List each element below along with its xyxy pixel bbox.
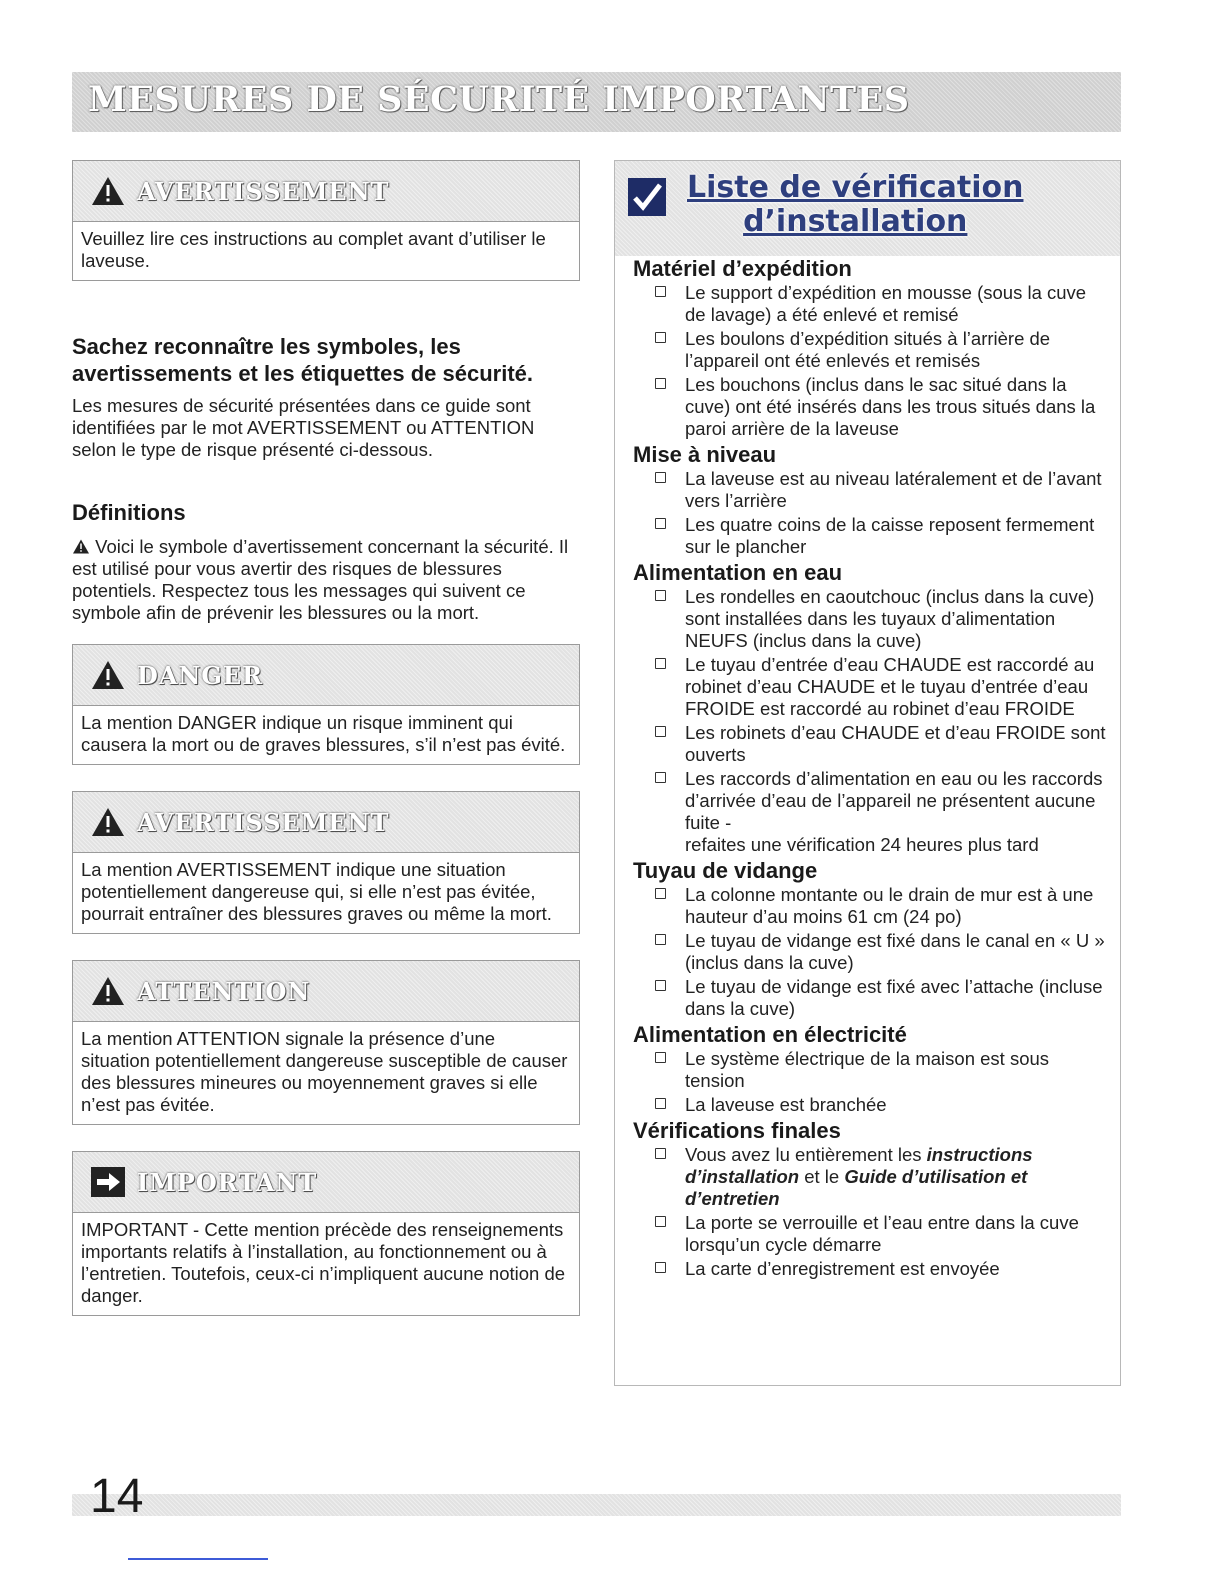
- item-text: Les raccords d’alimentation en eau ou les raccords d’arrivée d’eau de l’appareil ne présentent aucune fuite -: [685, 768, 1103, 833]
- page-number: 14: [90, 1470, 144, 1523]
- item-text: La porte se verrouille et l’eau entre dans la cuve lorsqu’un cycle démarre: [685, 1212, 1079, 1255]
- item-text: Les boulons d’expédition situés à l’arrière de l’appareil ont été enlevés et remisés: [685, 328, 1051, 371]
- danger-box: [72, 644, 580, 765]
- item-text: Les robinets d’eau CHAUDE et d’eau FROIDE sont ouverts: [685, 722, 1106, 765]
- danger-title: DANGER: [137, 660, 264, 690]
- item-text: et le: [799, 1166, 845, 1187]
- section-list-materiel: [633, 282, 1110, 440]
- checklist-item: [633, 976, 1110, 1020]
- section-list-alimentation-eau: [633, 586, 1110, 856]
- checkbox-icon: [655, 934, 666, 945]
- item-text: La colonne montante ou le drain de mur est à une hauteur d’au moins 61 cm (24 po): [685, 884, 1094, 927]
- checkbox-icon: [655, 772, 666, 783]
- avertissement-header: [73, 792, 579, 853]
- page-title-bar: [72, 72, 1121, 132]
- checklist-item: [633, 468, 1110, 512]
- checkbox-icon: [655, 1216, 666, 1227]
- item-text: La laveuse est branchée: [685, 1094, 887, 1115]
- item-text-bold: Guide d’utilisation et d’entretien: [685, 1166, 1028, 1209]
- definitions-heading: Définitions: [72, 500, 186, 525]
- symbols-text: Les mesures de sécurité présentées dans ce guide sont identifiées par le mot AVERTISSEMENT ou ATTENTION selon le type de risque présenté ci-dessous.: [72, 395, 535, 460]
- definitions-text: Voici le symbole d’avertissement concernant la sécurité. Il est utilisé pour vous avertir des risques de blessures potentiels. Respectez tous les messages qui suivent ce symbole afin de prévenir les blessures ou la mort.: [72, 536, 569, 623]
- checklist-item: [633, 930, 1110, 974]
- page-title: MESURES DE SÉCURITÉ IMPORTANTES: [88, 79, 910, 120]
- section-list-tuyau-vidange: [633, 884, 1110, 1020]
- attention-title: ATTENTION: [137, 976, 311, 1006]
- checkbox-icon: [655, 378, 666, 389]
- checklist-item: [633, 374, 1110, 440]
- item-text: Les quatre coins de la caisse reposent fermement sur le plancher: [685, 514, 1095, 557]
- checklist-item: [633, 1094, 1110, 1116]
- checkbox-icon: [655, 472, 666, 483]
- item-text: Les rondelles en caoutchouc (inclus dans la cuve) sont installées dans les tuyaux d’alimentation NEUFS (inclus dans la cuve): [685, 586, 1095, 651]
- checkbox-icon: [655, 658, 666, 669]
- arrow-right-icon: [91, 1167, 125, 1197]
- warning-triangle-icon: [91, 976, 125, 1006]
- item-text: Le tuyau d’entrée d’eau CHAUDE est raccordé au robinet d’eau CHAUDE et le tuyau d’entrée d’eau FROIDE est raccordé au robinet d’eau FROIDE: [685, 654, 1095, 719]
- item-text: Le système électrique de la maison est sous tension: [685, 1048, 1050, 1091]
- checkbox-icon: [655, 980, 666, 991]
- important-text: IMPORTANT - Cette mention précède des renseignements importants relatifs à l’installation, au fonctionnement ou à l’entretien. Toutefois, ceux-ci n’impliquent aucune notion de danger.: [81, 1219, 566, 1306]
- checkbox-icon: [655, 1148, 666, 1159]
- checkmark-box-icon: [627, 177, 667, 217]
- checklist-item: [633, 1258, 1110, 1280]
- footer-bar: [72, 1494, 1121, 1516]
- checkbox-icon: [655, 332, 666, 343]
- warning-triangle-icon: [72, 539, 90, 554]
- section-heading-materiel: Matériel d’expédition: [633, 256, 852, 281]
- item-text: La laveuse est au niveau latéralement et de l’avant vers l’arrière: [685, 468, 1102, 511]
- avertissement-intro-header: [73, 161, 579, 222]
- checklist-title-line2: d’installation: [743, 204, 968, 239]
- section-heading-verifications-finales: Vérifications finales: [633, 1118, 841, 1143]
- avertissement-intro-title: AVERTISSEMENT: [137, 176, 390, 206]
- important-box: [72, 1151, 580, 1316]
- checkbox-icon: [655, 590, 666, 601]
- important-header: [73, 1152, 579, 1213]
- checklist-item: [633, 722, 1110, 766]
- checklist-item: [633, 514, 1110, 558]
- item-text: La carte d’enregistrement est envoyée: [685, 1258, 1000, 1279]
- avertissement-intro-box: [72, 160, 580, 281]
- item-text-continued: refaites une vérification 24 heures plus tard: [685, 834, 1039, 855]
- definitions-paragraph: [72, 536, 580, 624]
- attention-box: [72, 960, 580, 1125]
- checklist-item: [633, 282, 1110, 326]
- item-text: Le tuyau de vidange est fixé avec l’attache (incluse dans la cuve): [685, 976, 1103, 1019]
- warning-triangle-icon: [91, 176, 125, 206]
- item-text: Les bouchons (inclus dans le sac situé dans la cuve) ont été insérés dans les trous situés dans la paroi arrière de la laveuse: [685, 374, 1096, 439]
- danger-header: [73, 645, 579, 706]
- warning-triangle-icon: [91, 807, 125, 837]
- avertissement-intro-text: Veuillez lire ces instructions au complet avant d’utiliser le laveuse.: [81, 228, 546, 271]
- warning-triangle-icon: [91, 660, 125, 690]
- checklist-item: [633, 1212, 1110, 1256]
- avertissement-box: [72, 791, 580, 934]
- important-title: IMPORTANT: [137, 1167, 318, 1197]
- checkbox-icon: [655, 726, 666, 737]
- attention-header: [73, 961, 579, 1022]
- item-text: Vous avez lu entièrement les: [685, 1144, 927, 1165]
- section-heading-mise-a-niveau: Mise à niveau: [633, 442, 777, 467]
- avertissement-text: La mention AVERTISSEMENT indique une situation potentiellement dangereuse qui, si elle n’est pas évitée, pourrait entraîner des blessures graves ou même la mort.: [81, 859, 552, 924]
- danger-text: La mention DANGER indique un risque imminent qui causera la mort ou de graves blessures, s’il n’est pas évité.: [81, 712, 566, 755]
- section-heading-tuyau-vidange: Tuyau de vidange: [633, 858, 818, 883]
- checklist-item: [633, 328, 1110, 372]
- checkbox-icon: [655, 286, 666, 297]
- item-text: Le support d’expédition en mousse (sous la cuve de lavage) a été enlevé et remisé: [685, 282, 1087, 325]
- section-list-mise-a-niveau: [633, 468, 1110, 558]
- item-text-bold: instructions d’installation: [685, 1144, 1033, 1187]
- checkbox-icon: [655, 518, 666, 529]
- checklist-item: [633, 1144, 1110, 1210]
- checkbox-icon: [655, 1098, 666, 1109]
- left-column: [72, 160, 580, 1316]
- symbols-heading: Sachez reconnaître les symboles, les avertissements et les étiquettes de sécurité.: [72, 334, 533, 386]
- checklist-item: [633, 586, 1110, 652]
- checkbox-icon: [655, 888, 666, 899]
- attention-text: La mention ATTENTION signale la présence d’une situation potentiellement dangereuse susceptible de causer des blessures mineures ou moyennement graves si elle n’est pas évitée.: [81, 1028, 568, 1115]
- checkbox-icon: [655, 1262, 666, 1273]
- installation-checklist: [614, 160, 1121, 1386]
- checklist-item: [633, 1048, 1110, 1092]
- section-heading-electricite: Alimentation en électricité: [633, 1022, 907, 1047]
- bottom-rule: [128, 1558, 268, 1560]
- checklist-title-line1: Liste de vérification: [687, 170, 1024, 205]
- avertissement-title: AVERTISSEMENT: [137, 807, 390, 837]
- checklist-body: [615, 256, 1120, 1280]
- checklist-title: [687, 171, 1024, 239]
- checkbox-icon: [655, 1052, 666, 1063]
- checklist-header: [615, 161, 1120, 256]
- checklist-item: [633, 884, 1110, 928]
- section-heading-alimentation-eau: Alimentation en eau: [633, 560, 843, 585]
- checklist-item: [633, 654, 1110, 720]
- section-list-electricite: [633, 1048, 1110, 1116]
- section-list-verifications-finales: [633, 1144, 1110, 1280]
- checklist-item: [633, 768, 1110, 856]
- item-text: Le tuyau de vidange est fixé dans le canal en « U » (inclus dans la cuve): [685, 930, 1105, 973]
